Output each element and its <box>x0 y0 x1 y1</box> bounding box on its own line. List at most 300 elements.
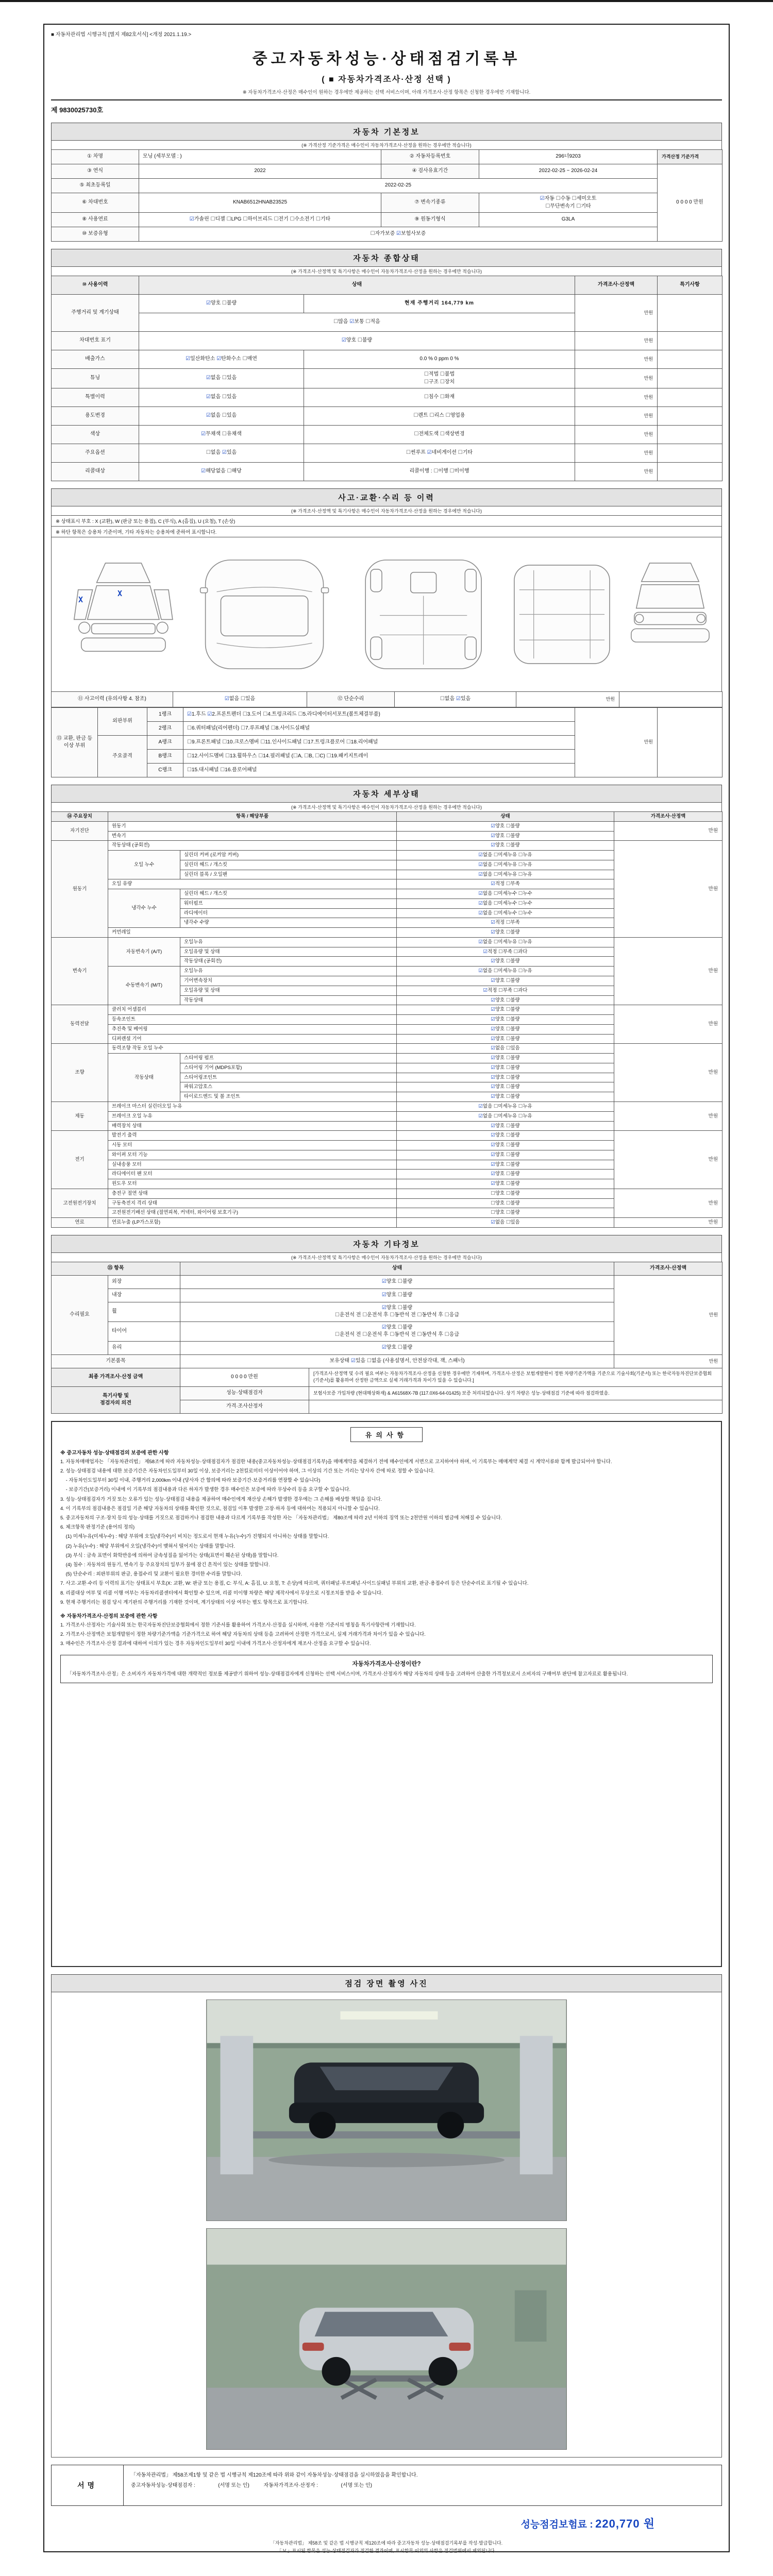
checkbox-checked-icon: ☑ <box>491 1045 495 1052</box>
cell: 전기 <box>52 1131 108 1189</box>
checkbox-checked-icon: ☑ <box>206 394 211 400</box>
cell: 타이로드엔드 및 볼 조인트 <box>180 1092 397 1102</box>
cell: 연료누출 (LP가스포함) <box>108 1218 397 1228</box>
cell: 2랭크 <box>147 722 183 736</box>
cell: ☐썬루프 ☑네비게이션 ☐기타 <box>304 444 575 463</box>
section-overall-header: 자동차 종합상태 <box>51 249 722 266</box>
checkbox-checked-icon: ☑ <box>206 413 211 419</box>
cell: ⑭ 주요장치 <box>52 812 108 822</box>
cell: ☐없음 ☑있음 <box>139 444 304 463</box>
checkbox-empty-icon: ☐ <box>227 468 232 474</box>
checkbox-empty-icon: ☐ <box>491 1210 495 1216</box>
checkbox-checked-icon: ☑ <box>206 300 211 307</box>
checkbox-empty-icon: ☐ <box>390 1312 395 1318</box>
checkbox-checked-icon: ☑ <box>349 319 355 325</box>
checkbox-checked-icon: ☑ <box>491 842 495 849</box>
cell: 와이퍼 모터 기능 <box>108 1150 397 1160</box>
cell: 외장 <box>108 1275 180 1289</box>
cell: ⑩ 사용이력 <box>52 276 139 295</box>
exchange-mark-hood: X <box>117 589 123 598</box>
cell: 기본품목 <box>52 1354 180 1368</box>
checkbox-empty-icon: ☐ <box>424 379 429 385</box>
checkbox-checked-icon: ☑ <box>491 929 495 936</box>
checkbox-empty-icon: ☐ <box>440 696 445 702</box>
cell: 특기사항 및 점검자의 의견 <box>52 1386 180 1413</box>
cell: ☐12.사이드멤버 ☐13.휠하우스 ☐14.필러패널 (☐A, ☐B, ☐C) ☐19.패키지트레이 <box>183 750 575 764</box>
cell: ☐양호 ☐불량 <box>397 1189 614 1198</box>
checkbox-empty-icon: ☐ <box>440 431 445 437</box>
cell: ☑없음 ☐미세누수 ☐누수 <box>397 889 614 899</box>
section-etc-note: (※ 가격조사·산정액 및 특기사항은 매수인이 자동차가격조사·산정을 원하는 경우에만 적습니다) <box>51 1252 722 1262</box>
checkbox-checked-icon: ☑ <box>216 356 222 362</box>
checkbox-empty-icon: ☐ <box>506 1219 511 1226</box>
accident-summary-table <box>51 691 722 707</box>
cell: 가격조사·산정액 <box>614 1262 722 1275</box>
cell: 가격조사·산정액 <box>614 812 722 822</box>
notice-line: (2) 누유(누수) : 해당 부위에서 오일(냉각수)이 맺혀서 떨어지는 상태를 말합니다. <box>60 1543 236 1549</box>
checkbox-checked-icon: ☑ <box>491 978 495 984</box>
section-basic-info <box>51 123 722 242</box>
cell: ☑없음 ☐미세누유 ☐누유 <box>397 870 614 879</box>
checkbox-checked-icon: ☑ <box>478 871 483 877</box>
cell: 가격조사·산정액 <box>575 276 658 295</box>
section-photos-header: 점검 장면 촬영 사진 <box>51 1974 722 1992</box>
cell: 디퍼렌셜 기어 <box>108 1034 397 1044</box>
checkbox-checked-icon: ☑ <box>478 891 483 897</box>
checkbox-checked-icon: ☑ <box>491 1171 495 1177</box>
checkbox-empty-icon: ☐ <box>506 1132 511 1139</box>
cell: 시동 모터 <box>108 1141 397 1150</box>
cell: ☐많음 ☑보통 ☐적음 <box>139 313 575 332</box>
cell: ☐양호 ☐불량 <box>397 1198 614 1208</box>
checkbox-checked-icon: ☑ <box>491 823 495 829</box>
checkbox-empty-icon: ☐ <box>187 739 192 745</box>
cell: 윈도우 모터 <box>108 1179 397 1189</box>
cell: 오일 유량 <box>108 879 397 889</box>
cell: ☑없음 ☐미세누유 ☐누유 <box>397 967 614 976</box>
cell: 고전원전기배선 상태 (절연피복, 커넥터, 와이어링 보호기구) <box>108 1208 397 1218</box>
cell: 오일유량 및 상태 <box>180 986 397 995</box>
cell: 주행거리 및 계기상태 <box>52 295 139 332</box>
cell: 만원 <box>614 1275 722 1354</box>
checkbox-empty-icon: ☐ <box>397 1292 402 1298</box>
cell: 발전기 출력 <box>108 1131 397 1141</box>
cell: B랭크 <box>147 750 183 764</box>
checkbox-empty-icon: ☐ <box>335 1332 340 1338</box>
checkbox-empty-icon: ☐ <box>572 196 577 201</box>
cell: ☑양호 ☐불량 <box>397 1160 614 1170</box>
checkbox-empty-icon: ☐ <box>518 891 523 897</box>
section-detail-header: 자동차 세부상태 <box>51 785 722 802</box>
cell: ☑없음 ☐있음 <box>397 1218 614 1228</box>
cell <box>658 350 722 369</box>
cell: 특별이력 <box>52 388 139 407</box>
section-etc-info <box>51 1235 722 1414</box>
cell: ☑적정 ☐부족 ☐과다 <box>397 986 614 995</box>
checkbox-checked-icon: ☑ <box>540 196 545 201</box>
notice-line: 2. 성능·상태점검 내용에 대한 보증기간은 자동차인도일부터 30일 이상, 보증거리는 2천킬로미터 이상이어야 하며, 그 이상의 기간 또는 거리는 당사자 간에 따로 정할 수 있습니다. <box>60 1468 435 1475</box>
checkbox-empty-icon: ☐ <box>417 1332 422 1338</box>
checkbox-empty-icon: ☐ <box>513 948 518 955</box>
checkbox-checked-icon: ☑ <box>491 1016 495 1023</box>
checkbox-checked-icon: ☑ <box>381 1304 386 1311</box>
notice-line: (4) 침수 : 자동차의 원동기, 변속기 등 주요장치의 일부가 물에 잠긴 흔적이 있는 상태를 말합니다. <box>60 1562 270 1568</box>
checkbox-empty-icon: ☐ <box>222 431 227 437</box>
cell: ☑양호 ☐불량 <box>397 995 614 1005</box>
document-title: 중고자동차성능·상태점검기록부 <box>252 50 521 67</box>
notice-subheading-2: ※ 자동차가격조사·산정의 보증에 관한 사항 <box>60 1613 158 1619</box>
checkbox-empty-icon: ☐ <box>290 216 295 223</box>
checkbox-empty-icon: ☐ <box>506 1181 511 1187</box>
cell: ☐9.프론트패널 ☐10.크로스멤버 ☐11.인사이드패널 ☐17.트렁크플로어 ☐18.리어패널 <box>183 736 575 750</box>
car-diagram-top-view <box>200 560 329 669</box>
cell: 항목 / 해당부품 <box>108 812 397 822</box>
checkbox-empty-icon: ☐ <box>274 216 279 223</box>
cell: 만원 <box>575 463 658 481</box>
checkbox-empty-icon: ☐ <box>315 753 320 759</box>
checkbox-empty-icon: ☐ <box>506 1084 511 1090</box>
checkbox-empty-icon: ☐ <box>493 900 498 906</box>
checkbox-empty-icon: ☐ <box>220 767 225 773</box>
checkbox-checked-icon: ☑ <box>491 1181 495 1187</box>
cell: ☑없음 ☐있음 <box>139 369 304 388</box>
cell: 구동축전지 격리 상태 <box>108 1198 397 1208</box>
checkbox-empty-icon: ☐ <box>444 1312 449 1318</box>
cell: ☑없음 ☐미세누유 ☐누유 <box>397 860 614 870</box>
cell: A랭크 <box>147 736 183 750</box>
cell: ☑양호 ☐불량 <box>397 841 614 851</box>
etc-info-table <box>51 1262 722 1368</box>
checkbox-checked-icon: ☑ <box>381 1292 386 1298</box>
cell: 브레이크 오일 누유 <box>108 1111 397 1121</box>
cell: 리콜대상 <box>52 463 139 481</box>
cell: 추진축 및 베어링 <box>108 1024 397 1034</box>
cell: ☑무채색 ☐유채색 <box>139 426 304 444</box>
checkbox-empty-icon: ☐ <box>397 1324 402 1330</box>
checkbox-checked-icon: ☑ <box>207 711 212 717</box>
cell: 상태 <box>139 276 575 295</box>
checkbox-empty-icon: ☐ <box>493 891 498 897</box>
checkbox-checked-icon: ☑ <box>491 1026 495 1032</box>
checkbox-empty-icon: ☐ <box>491 1200 495 1206</box>
section-etc-header: 자동차 기타정보 <box>51 1235 722 1252</box>
checkbox-empty-icon: ☐ <box>335 1312 340 1318</box>
base-price-label: 가격산정 기준가격 <box>658 150 722 164</box>
cell: ☑적정 ☐부족 <box>397 879 614 889</box>
section-detail-state <box>51 785 722 1228</box>
section-overall-note: (※ 가격조사·산정액 및 특기사항은 매수인이 자동차가격조사·산정을 원하는 경우에만 적습니다) <box>51 266 722 276</box>
cell: ☑양호 ☐불량 <box>397 821 614 831</box>
cell: ☑양호 ☐불량 <box>397 1005 614 1015</box>
cell: ☑양호 ☐불량 <box>397 1141 614 1150</box>
cell: ③ 연식 <box>52 164 139 179</box>
checkbox-empty-icon: ☐ <box>440 394 445 400</box>
cell: ⑤ 최초등록일 <box>52 179 139 193</box>
checkbox-checked-icon: ☑ <box>478 939 483 945</box>
cell: ☑없음 ☐미세누유 ☐누유 <box>397 937 614 947</box>
cell: 만원 <box>614 1218 722 1228</box>
signature-names: 중고자동차성능·상태점검자 : (서명 또는 인) 자동차가격조사·산정자 : (서명 또는 인) <box>131 2482 373 2488</box>
cell: 2022 <box>139 164 381 179</box>
checkbox-checked-icon: ☑ <box>491 1036 495 1042</box>
page-top-rule <box>0 0 773 2</box>
checkbox-checked-icon: ☑ <box>491 833 495 839</box>
cell: 만원 <box>614 937 722 1005</box>
exchange-mark-front-fender: X <box>78 595 83 604</box>
checkbox-empty-icon: ☐ <box>346 739 351 745</box>
notice-list-2 <box>60 1621 713 1648</box>
cell: 원동기 <box>52 841 108 938</box>
checkbox-checked-icon: ☑ <box>224 696 229 702</box>
cell: ☑없음 ☐있음 <box>173 692 307 707</box>
notice-line: 2. 가격조사·산정액은 보험개발원이 정한 차량기준가액을 기준가격으로 하여 해당 자동차의 상태 등을 고려하여 산정한 가격으로서, 실제 거래가격과 차이가 있을 수 있습니다. <box>60 1632 426 1638</box>
checkbox-empty-icon: ☐ <box>506 1045 511 1052</box>
section-accident-history <box>51 488 722 777</box>
cell: 만원 <box>575 407 658 426</box>
checkbox-checked-icon: ☑ <box>491 1123 495 1129</box>
checkbox-empty-icon: ☐ <box>206 450 211 456</box>
footer-line-2: 「 V 」표시된 항목은 성능·상태점검자가 점검한 결과이며, 표시항목 이외의 사항은 점검범위에서 제외됩니다. <box>277 2548 496 2554</box>
cell: 스티어링조인트 <box>180 1073 397 1082</box>
checkbox-empty-icon: ☐ <box>491 1190 495 1196</box>
notice-line: 5. 중고자동차의 구조·장치 등의 성능·상태를 거짓으로 점검하거나 점검한 내용과 다르게 기록부를 작성한 자는 「자동차관리법」 제80조에 따라 2년 이하의 징역 또는 2천만원 이하의 벌금에 처해질 수 있습니다. <box>60 1515 502 1521</box>
checkbox-empty-icon: ☐ <box>513 987 518 993</box>
checkbox-checked-icon: ☑ <box>350 1358 356 1364</box>
checkbox-empty-icon: ☐ <box>518 1113 523 1119</box>
cell: ☑양호 ☐불량 <box>397 1073 614 1082</box>
checkbox-checked-icon: ☑ <box>491 881 495 887</box>
cell: 수리필요 <box>52 1275 108 1354</box>
notice-title: 유의사항 <box>350 1427 423 1442</box>
checkbox-checked-icon: ☑ <box>189 216 194 223</box>
checkbox-empty-icon: ☐ <box>518 861 523 868</box>
cell: 냉각수 수량 <box>180 918 397 928</box>
cell: ☑양호 ☐불량 <box>397 1082 614 1092</box>
cell: ☑양호 ☐불량 ☐운전석 전 ☐운전석 후 ☐동반석 전 ☐동반석 후 ☐응급 <box>180 1321 614 1341</box>
cell: 스티어링 기어 (MDPS포함) <box>180 1063 397 1073</box>
cell <box>658 708 722 777</box>
cell: ☑가솔린 ☐디젤 ☐LPG ☐하이브리드 ☐전기 ☐수소전기 ☐기타 <box>139 213 381 227</box>
notice-line: - 자동차인도일부터 30일 이내, 주행거리 2,000km 이내 (당사자 간 합의에 따라 보증기간·보증거리를 연장할 수 있습니다) <box>60 1478 321 1484</box>
cell: ☑양호 ☐불량 <box>180 1341 614 1354</box>
base-price-value: 0 0 0 0 만원 <box>658 164 722 242</box>
checkbox-empty-icon: ☐ <box>506 1074 511 1080</box>
checkbox-empty-icon: ☐ <box>493 861 498 868</box>
cell: ⑨ 원동기형식 <box>381 213 479 227</box>
checkbox-empty-icon: ☐ <box>506 929 511 936</box>
checkbox-empty-icon: ☐ <box>293 753 298 759</box>
checkbox-checked-icon: ☑ <box>491 1132 495 1139</box>
cell: 차대번호 표기 <box>52 332 139 350</box>
checkbox-empty-icon: ☐ <box>493 968 498 974</box>
car-diagram-front-exploded-view <box>74 563 173 651</box>
checkbox-empty-icon: ☐ <box>493 1113 498 1119</box>
notice-subheading-1: ※ 중고자동차 성능·상태점검의 보증에 관한 사항 <box>60 1450 169 1456</box>
section-basic-note: (※ 가격산정 기준가격은 매수인이 자동차가격조사·산정을 원하는 경우에만 적습니다) <box>51 140 722 149</box>
checkbox-empty-icon: ☐ <box>406 450 411 456</box>
checkbox-checked-icon: ☑ <box>491 958 495 964</box>
cell: ☑양호 ☐불량 <box>397 928 614 938</box>
checkbox-empty-icon: ☐ <box>242 356 247 362</box>
checkbox-checked-icon: ☑ <box>478 861 483 868</box>
checkbox-empty-icon: ☐ <box>506 997 511 1003</box>
cell: 주요골격 <box>98 736 147 777</box>
cell: 커먼레일 <box>108 928 397 938</box>
notice-line: 1. 가격조사·산정자는 기술사회 또는 한국자동차진단보증협회에서 정한 기준서를 활용하여 가격조사·산정을 실시하며, 사용한 기준서의 명칭을 특기사항란에 기재합니다. <box>60 1622 416 1628</box>
cell: ☑양호 ☐불량 <box>397 1131 614 1141</box>
exchange-panel-table <box>51 707 722 777</box>
cell: 만원 <box>614 821 722 841</box>
checkbox-checked-icon: ☑ <box>187 711 192 717</box>
checkbox-checked-icon: ☑ <box>381 1324 386 1330</box>
checkbox-empty-icon: ☐ <box>506 1161 511 1167</box>
price-survey-definition-box <box>60 1655 713 1683</box>
overall-state-table <box>51 276 722 481</box>
cell: 변속기 <box>108 831 397 841</box>
section-overall-state <box>51 249 722 481</box>
cell: ⑪ 사고이력 (유의사항 4. 참조) <box>52 692 173 707</box>
checkbox-checked-icon: ☑ <box>456 696 461 702</box>
car-diagram-rear-exploded-view <box>631 563 709 642</box>
checkbox-empty-icon: ☐ <box>506 920 511 926</box>
checkbox-empty-icon: ☐ <box>498 948 503 955</box>
inspection-photo-1 <box>206 1999 567 2221</box>
checkbox-checked-icon: ☑ <box>478 910 483 916</box>
cell: 라디에이터 <box>180 908 397 918</box>
premium-line <box>51 2515 722 2531</box>
cell: ☐전체도색 ☐색상변경 <box>304 426 575 444</box>
price-survey-definition-text: 「자동차가격조사·산정」은 소비자가 자동차가격에 대한 개략적인 정보를 제공받기 위하여 성능·상태점검자에게 신청하는 선택 서비스이며, 가격조사·산정자가 해당 자동차의 상태 등을 고려하여 산출한 가격정보로서 소비자의 구매여부 판단에 참고자료로 활용됩니다. <box>67 1671 628 1677</box>
notice-line: (5) 단순수리 : 외판부위의 판금, 용접수리 및 교환이 필요한 경미한 수리를 말합니다. <box>60 1571 242 1578</box>
checkbox-empty-icon: ☐ <box>556 196 561 201</box>
final-price-value: 0 0 0 0 만원 <box>180 1368 309 1386</box>
checkbox-empty-icon: ☐ <box>222 375 227 381</box>
cell: ☑없음 ☐미세누유 ☐누유 <box>397 1111 614 1121</box>
checkbox-empty-icon: ☐ <box>498 987 503 993</box>
checkbox-empty-icon: ☐ <box>493 871 498 877</box>
checkbox-checked-icon: ☑ <box>206 375 211 381</box>
checkbox-empty-icon: ☐ <box>518 1103 523 1109</box>
checkbox-checked-icon: ☑ <box>491 1219 495 1226</box>
cell: ☑없음 ☐있음 <box>397 1044 614 1054</box>
cell: 가격·조사산정자 <box>180 1400 309 1413</box>
section-basic-header: 자동차 기본정보 <box>51 123 722 140</box>
checkbox-checked-icon: ☑ <box>491 1094 495 1100</box>
cell: 모닝 (세부모델 : ) <box>139 150 381 164</box>
notice-line: 4. 이 기록부의 점검내용은 점검일 기준 해당 자동차의 상태를 확인한 것으로, 점검일 이후 발생한 고장·하자 등에 대하여는 적용되지 아니할 수 있습니다. <box>60 1505 380 1512</box>
cell: 0.0 % 0 ppm 0 % <box>304 350 575 369</box>
cell: 동력조향 작동 오일 누수 <box>108 1044 397 1054</box>
checkbox-empty-icon: ☐ <box>506 1151 511 1158</box>
cell: ☑양호 ☐불량 <box>397 976 614 986</box>
checkbox-empty-icon: ☐ <box>413 413 418 419</box>
cell: 외판부위 <box>98 708 147 736</box>
cell: 오일유량 및 상태 <box>180 947 397 957</box>
checkbox-empty-icon: ☐ <box>417 1312 422 1318</box>
checkbox-empty-icon: ☐ <box>506 1200 511 1206</box>
cell: 만원 <box>575 295 658 332</box>
checkbox-empty-icon: ☐ <box>493 910 498 916</box>
document-number: 제 9830025730호 <box>51 106 104 114</box>
cell: 만원 <box>516 692 619 707</box>
cell: 색상 <box>52 426 139 444</box>
checkbox-empty-icon: ☐ <box>433 468 439 474</box>
cell: ☑양호 ☐불량 <box>397 1024 614 1034</box>
cell: ☐6.쿼터패널(리어펜더) ☐7.루프패널 ☐8.사이드실패널 <box>183 722 575 736</box>
checkbox-empty-icon: ☐ <box>241 725 245 731</box>
inspection-photo-2 <box>206 2228 567 2450</box>
checkbox-empty-icon: ☐ <box>429 413 434 419</box>
cell: ☑없음 ☐미세누수 ☐누수 <box>397 899 614 908</box>
checkbox-checked-icon: ☑ <box>478 900 483 906</box>
checkbox-empty-icon: ☐ <box>506 1036 511 1042</box>
document-footer <box>51 2531 722 2555</box>
cell: 만원 <box>614 1131 722 1189</box>
state-code-legend-2: ※ 하단 항목은 승용차 기준이며, 기타 자동차는 승용차에 준하여 표시합니다. <box>51 526 722 537</box>
checkbox-checked-icon: ☑ <box>478 852 483 858</box>
checkbox-empty-icon: ☐ <box>187 767 192 773</box>
cell: ④ 검사유효기간 <box>381 164 479 179</box>
checkbox-empty-icon: ☐ <box>493 1103 498 1109</box>
cell: 타이어 <box>108 1321 180 1341</box>
checkbox-empty-icon: ☐ <box>506 1016 511 1023</box>
checkbox-empty-icon: ☐ <box>449 468 455 474</box>
cell: ☑양호 ☐불량 <box>397 1121 614 1131</box>
cell: 실린더 커버 (로커암 커버) <box>180 851 397 860</box>
checkbox-empty-icon: ☐ <box>225 753 230 759</box>
notice-line: 8. 리콜대상 여부 및 리콜 이행 여부는 자동차리콜센터에서 확인할 수 있으며, 리콜 미이행 차량은 해당 제작사에서 무상으로 시정조치를 받을 수 있습니다. <box>60 1590 383 1596</box>
cell: 2022-02-25 <box>139 179 658 193</box>
cell: ☑양호 ☐불량 <box>397 1063 614 1073</box>
checkbox-empty-icon: ☐ <box>362 1312 367 1318</box>
cell: 내장 <box>108 1289 180 1302</box>
checkbox-checked-icon: ☑ <box>491 1151 495 1158</box>
cell: ☑양호 ☐불량 <box>139 295 304 313</box>
cell: 등속조인트 <box>108 1015 397 1025</box>
cell: 2022-02-25 ~ 2026-02-24 <box>479 164 658 179</box>
checkbox-empty-icon: ☐ <box>506 842 511 849</box>
cell: ☑해당없음 ☐해당 <box>139 463 304 481</box>
cell: ☑없음 ☐미세누유 ☐누유 <box>397 1101 614 1111</box>
car-diagram-underbody-view <box>365 560 481 669</box>
checkbox-checked-icon: ☑ <box>478 1113 483 1119</box>
cell <box>658 407 722 426</box>
checkbox-empty-icon: ☐ <box>545 203 550 209</box>
checkbox-checked-icon: ☑ <box>491 1084 495 1090</box>
premium-label: 성능점검보험료 : <box>520 2519 593 2530</box>
cell: 고전원전기장치 <box>52 1189 108 1217</box>
cell: ② 자동차등록번호 <box>381 150 479 164</box>
checkbox-empty-icon: ☐ <box>304 753 309 759</box>
cell: 수동변속기 (M/T) <box>108 967 180 1005</box>
checkbox-empty-icon: ☐ <box>493 939 498 945</box>
cell: 실내송풍 모터 <box>108 1160 397 1170</box>
car-diagram-panel <box>51 537 722 691</box>
checkbox-checked-icon: ☑ <box>427 450 432 456</box>
cell: 제동 <box>52 1101 108 1130</box>
checkbox-empty-icon: ☐ <box>506 1026 511 1032</box>
cell: 주요옵션 <box>52 444 139 463</box>
checkbox-empty-icon: ☐ <box>440 371 445 377</box>
checkbox-empty-icon: ☐ <box>242 711 247 717</box>
cell: 연료 <box>52 1218 108 1228</box>
checkbox-empty-icon: ☐ <box>397 1279 402 1285</box>
cell: ☐적법 ☐불법 ☐구조 ☐장치 <box>304 369 575 388</box>
checkbox-empty-icon: ☐ <box>187 725 192 731</box>
premium-value: 220,770 원 <box>595 2517 655 2530</box>
checkbox-empty-icon: ☐ <box>506 978 511 984</box>
checkbox-checked-icon: ☑ <box>201 468 206 474</box>
